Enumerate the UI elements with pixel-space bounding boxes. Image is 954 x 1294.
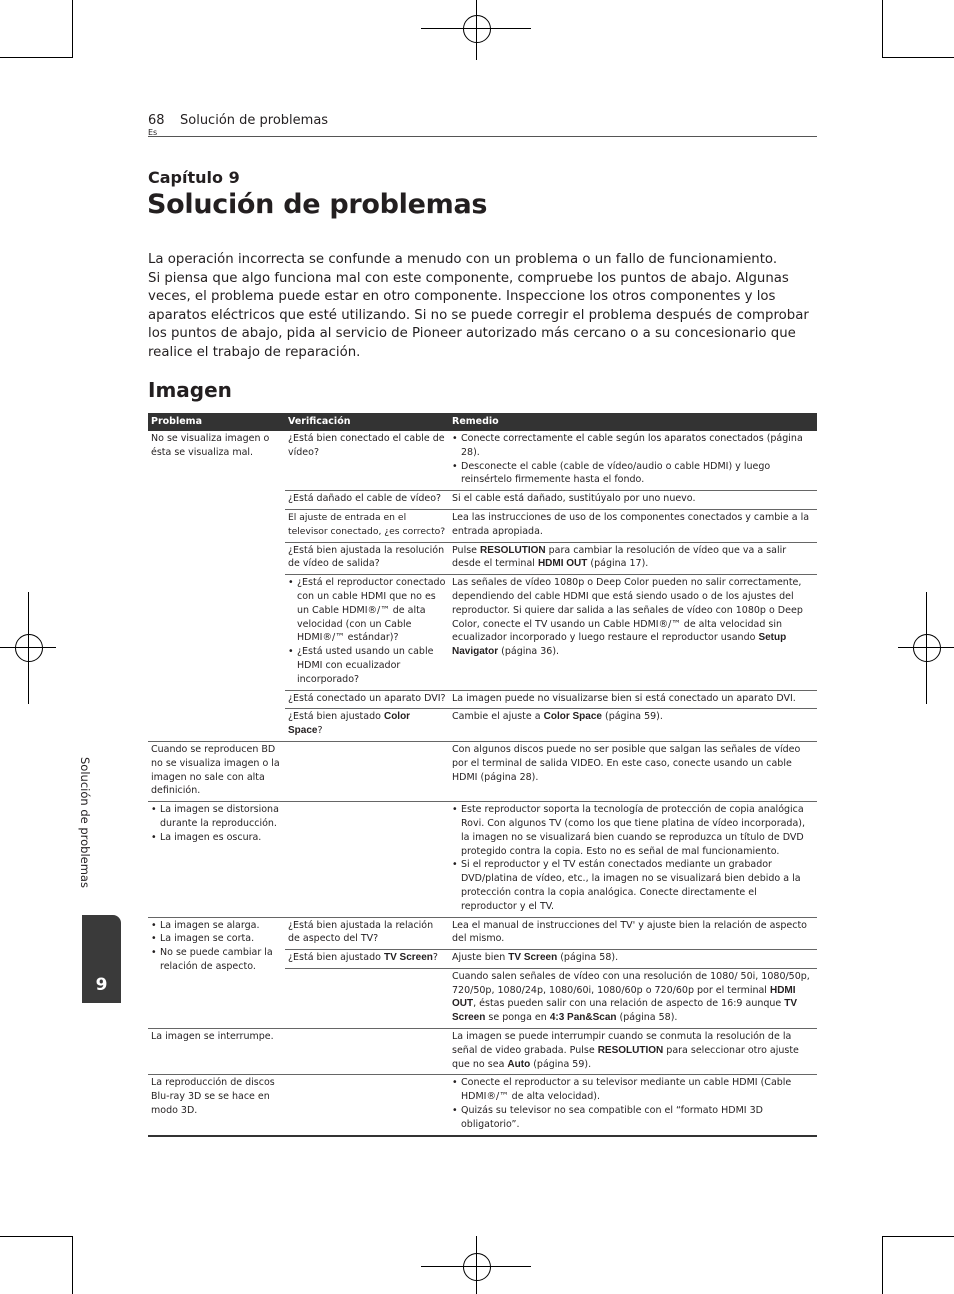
- header-title: Solución de problemas: [180, 113, 329, 128]
- remedy-cell: Lea el manual de instrucciones del TV' y ajuste bien la relación de aspecto del mismo.: [449, 917, 817, 950]
- check-text: ¿Está bien ajustado: [288, 711, 384, 723]
- remedy-cell: [449, 542, 817, 575]
- side-tab-label: Solución de problemas: [78, 757, 92, 888]
- remedy-text: Las señales de vídeo 1080p o Deep Color pueden no salir correctamente, dependiendo del cable HDMI que está siendo usado o de los ajustes del reproductor. Si quiere dar salida a las señales de vídeo con 1080p o Deep Color, conecte el TV usando un Cable HDMI®/™ de alta velocidad sin ecualizador incorporado y luego restaure el reproductor usando: [452, 577, 803, 644]
- key-label: TV Screen: [452, 998, 798, 1024]
- remedy-text: (página 17).: [587, 558, 649, 570]
- problem-cell: [148, 802, 285, 917]
- remedy-text: se ponga en: [485, 1012, 550, 1024]
- column-header-problem: Problema: [148, 413, 285, 431]
- list-item: • Conecte correctamente el cable según los aparatos conectados (página 28).: [452, 432, 814, 460]
- table-row: [148, 802, 817, 917]
- intro-paragraph: Si piensa que algo funciona mal con este componente, compruebe los puntos de abajo. Algunas veces, el problema puede estar en otro componente. Inspeccione los otros componentes y los aparatos eléctricos que esté utilizando. Si no se puede corregir el problema después de comprobar los puntos de abajo, pida al servicio de Pioneer autorizado más cercano o a su concesionario que realice el trabajo de reparación.: [148, 270, 809, 360]
- list-item: • ¿Está usted usando un cable HDMI con ecualizador incorporado?: [288, 645, 446, 686]
- key-label: Color Space: [543, 711, 602, 723]
- check-cell: [285, 575, 449, 690]
- table-row: [148, 1075, 817, 1136]
- list-item: • Desconecte el cable (cable de vídeo/audio o cable HDMI) y luego reinsértelo firmemente hasta el fondo.: [452, 460, 814, 488]
- key-label: Auto: [507, 1058, 531, 1070]
- problem-cell: La imagen se interrumpe.: [148, 1029, 285, 1075]
- remedy-text: La imagen se puede interrumpir cuando se conmuta la resolución de la señal de video grabada. Pulse: [452, 1031, 792, 1056]
- remedy-text: , éstas pueden salir con una relación de aspecto de 16:9 aunque: [473, 998, 785, 1010]
- remedy-text: (página 59).: [530, 1058, 592, 1070]
- remedy-text: Ajuste bien: [452, 952, 509, 964]
- chapter-tab-number: 9: [95, 975, 108, 995]
- check-cell: [285, 709, 449, 742]
- check-text: ?: [432, 952, 438, 964]
- check-text: ?: [317, 725, 323, 737]
- table-header-row: [148, 413, 817, 431]
- table-row: [148, 917, 817, 950]
- check-cell: ¿Está bien ajustada la resolución de vídeo de salida?: [285, 542, 449, 575]
- key-label: TV Screen: [383, 952, 433, 964]
- remedy-cell: [449, 950, 817, 969]
- intro-paragraph: La operación incorrecta se confunde a menudo con un problema o un fallo de funcionamiento.: [148, 252, 778, 267]
- list-item: • Quizás su televisor no sea compatible con el “formato HDMI 3D obligatorio”.: [452, 1104, 814, 1132]
- remedy-text: (página 58).: [557, 952, 619, 964]
- remedy-cell: Si el cable está dañado, sustitúyalo por uno nuevo.: [449, 491, 817, 510]
- remedy-cell: [449, 802, 817, 917]
- remedy-cell: Con algunos discos puede no ser posible que salgan las señales de vídeo por el terminal de salida VIDEO. En este caso, conecte usando un cable HDMI (página 28).: [449, 741, 817, 801]
- list-item: • ¿Está el reproductor conectado con un cable HDMI que no es un Cable HDMI®/™ de alta velocidad (con un Cable HDMI®/™ estándar)?: [288, 576, 446, 645]
- check-cell: [285, 968, 449, 1028]
- section-title: Imagen: [148, 378, 232, 402]
- check-text: ¿Está bien ajustado: [288, 952, 384, 964]
- check-cell: [285, 950, 449, 969]
- remedy-cell: [449, 575, 817, 690]
- list-item: • Conecte el reproductor a su televisor mediante un cable HDMI (Cable HDMI®/™ de alta velocidad).: [452, 1076, 814, 1104]
- remedy-cell: Lea las instrucciones de uso de los componentes conectados y cambie a la entrada apropiada.: [449, 509, 817, 542]
- problem-cell: Cuando se reproducen BD no se visualiza imagen o la imagen no sale con alta definición.: [148, 741, 285, 801]
- remedy-text: Pulse: [452, 544, 481, 556]
- remedy-cell: [449, 968, 817, 1028]
- page-language: Es: [148, 128, 158, 137]
- key-label: Color Space: [288, 711, 411, 737]
- remedy-text: Cambie el ajuste a: [452, 711, 544, 723]
- list-item: • La imagen es oscura.: [151, 831, 282, 845]
- remedy-cell: La imagen puede no visualizarse bien si está conectado un aparato DVI.: [449, 690, 817, 709]
- intro-text: [148, 251, 820, 362]
- check-cell: ¿Está dañado el cable de vídeo?: [285, 491, 449, 510]
- check-cell: ¿Está conectado un aparato DVI?: [285, 690, 449, 709]
- problem-cell: [148, 917, 285, 1029]
- check-cell: [285, 1075, 449, 1136]
- table-row: [148, 741, 817, 801]
- remedy-cell: [449, 1075, 817, 1136]
- chapter-tab: [82, 915, 121, 1003]
- check-cell: [285, 1029, 449, 1075]
- check-cell: El ajuste de entrada en el televisor conectado, ¿es correcto?: [285, 509, 449, 542]
- list-item: • La imagen se corta.: [151, 932, 282, 946]
- key-label: 4:3 Pan&Scan: [549, 1012, 617, 1024]
- key-label: HDMI OUT: [452, 984, 796, 1010]
- list-item: • Este reproductor soporta la tecnología de protección de copia analógica Rovi. Con algunos TV (como los que tiene platina de vídeo incorporada), la imagen no se visualizará bien cuando se reproduzca un título de DVD protegido contra la copia. Esto no es señal de mal funcionamiento.: [452, 803, 814, 858]
- list-item: • Si el reproductor y el TV están conectados mediante un grabador DVD/platina de vídeo, etc., la imagen no se visualizará bien debido a la protección contra la copia analógica. Conecte directamente el reproductor y el TV.: [452, 858, 814, 913]
- problem-cell: La reproducción de discos Blu-ray 3D se se hace en modo 3D.: [148, 1075, 285, 1136]
- page-title: Solución de problemas: [147, 189, 488, 220]
- column-header-check: Verificación: [285, 413, 449, 431]
- list-item: • La imagen se distorsiona durante la reproducción.: [151, 803, 282, 831]
- key-label: TV Screen: [508, 952, 558, 964]
- check-cell: [285, 741, 449, 801]
- remedy-cell: [449, 709, 817, 742]
- key-label: HDMI OUT: [537, 558, 588, 570]
- check-cell: [285, 802, 449, 917]
- chapter-label: Capítulo 9: [148, 168, 240, 187]
- remedy-text: (página 59).: [601, 711, 663, 723]
- list-item: • La imagen se alarga.: [151, 919, 282, 933]
- table-row: [148, 431, 817, 491]
- remedy-text: (página 36).: [498, 646, 560, 658]
- column-header-remedy: Remedio: [449, 413, 817, 431]
- key-label: RESOLUTION: [597, 1044, 664, 1056]
- remedy-text: Cuando salen señales de vídeo con una resolución de 1080/ 50i, 1080/50p, 720/50p, 1080/24p, 1080/60i, 1080/60p o 720/60p por el terminal: [452, 970, 810, 996]
- key-label: RESOLUTION: [480, 544, 546, 556]
- check-cell: ¿Está bien conectado el cable de vídeo?: [285, 431, 449, 491]
- troubleshooting-table: [148, 413, 817, 1137]
- page-number: 68: [148, 113, 165, 128]
- remedy-cell: [449, 1029, 817, 1075]
- table-row: [148, 1029, 817, 1075]
- remedy-text: (página 58).: [616, 1012, 678, 1024]
- page-header: [148, 112, 817, 137]
- remedy-text: para cambiar la resolución de vídeo que va a salir desde el terminal: [452, 544, 787, 570]
- remedy-cell: [449, 431, 817, 491]
- problem-cell: No se visualiza imagen o ésta se visualiza mal.: [148, 431, 285, 741]
- remedy-text: para seleccionar otro ajuste que no sea: [452, 1044, 799, 1070]
- key-label: Setup Navigator: [452, 632, 787, 658]
- check-cell: ¿Está bien ajustada la relación de aspecto del TV?: [285, 917, 449, 950]
- list-item: • No se puede cambiar la relación de aspecto.: [151, 946, 282, 974]
